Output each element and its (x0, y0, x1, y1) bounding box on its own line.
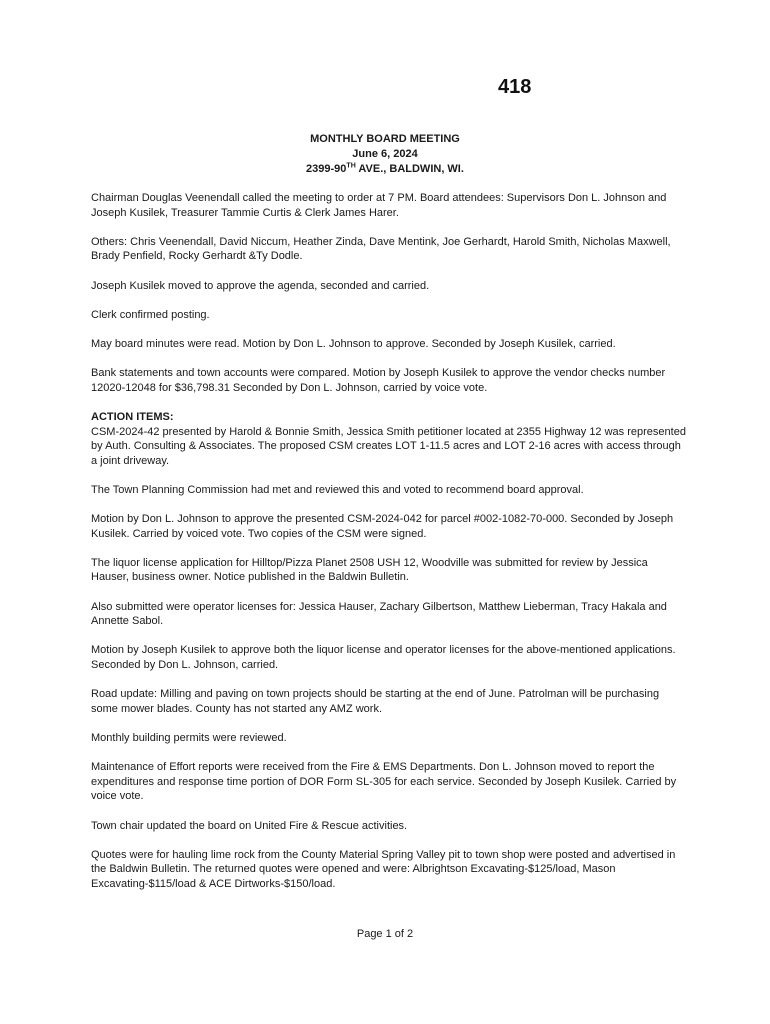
meeting-address (0, 162, 770, 177)
action-item-paragraph: Motion by Don L. Johnson to approve the presented CSM-2024-042 for parcel #002-1082-70-000. Seconded by Joseph Kusilek. Carried by voiced vote. Two copies of the CSM were signed. (91, 513, 674, 540)
address-superscript: TH (346, 162, 356, 170)
action-items-section (91, 410, 687, 468)
action-item-paragraph: Quotes were for hauling lime rock from the County Material Spring Valley pit to town shop were posted and advertised in the Baldwin Bulletin. The returned quotes were opened and were: Albrightson Excavating-$125/load, Mason Excavating-$115/load & ACE Dirtworks-$150/load. (91, 848, 676, 890)
paragraph: Clerk confirmed posting. (91, 308, 210, 321)
action-item-paragraph: Road update: Milling and paving on town projects should be starting at the end of June. Patrolman will be purchasing some mower blades. County has not started any AMZ work. (91, 688, 660, 715)
page-footer: Page 1 of 2 (356, 928, 414, 940)
page-number: 418 (498, 76, 532, 98)
paragraph: May board minutes were read. Motion by Don L. Johnson to approve. Seconded by Joseph Kusilek, carried. (91, 337, 616, 350)
minutes-body (91, 191, 687, 906)
action-item-paragraph: The Town Planning Commission had met and reviewed this and voted to recommend board approval. (91, 483, 584, 496)
meeting-header (0, 132, 770, 177)
action-item-paragraph: The liquor license application for Hilltop/Pizza Planet 2508 USH 12, Woodville was submitted for review by Jessica Hauser, business owner. Notice published in the Baldwin Bulletin. (91, 556, 648, 584)
action-item-paragraph: Monthly building permits were reviewed. (91, 731, 287, 744)
action-item-paragraph: Town chair updated the board on United Fire & Rescue activities. (91, 819, 408, 832)
paragraph: Chairman Douglas Veenendall called the meeting to order at 7 PM. Board attendees: Supervisors Don L. Johnson and Joseph Kusilek, Treasurer Tammie Curtis & Clerk James Harer. (91, 192, 667, 219)
action-item-paragraph: Maintenance of Effort reports were received from the Fire & EMS Departments. Don L. Johnson moved to report the expenditures and response time portion of DOR Form SL-305 for each service. Seconded by Joseph Kusilek. Carried by voice vote. (91, 761, 677, 803)
meeting-title: MONTHLY BOARD MEETING (310, 133, 460, 145)
meeting-date: June 6, 2024 (352, 148, 418, 160)
address-suffix: AVE., BALDWIN, WI. (355, 163, 464, 175)
action-item-paragraph: Also submitted were operator licenses for: Jessica Hauser, Zachary Gilbertson, Matthew Lieberman, Tracy Hakala and Annette Sabol. (91, 600, 667, 628)
paragraph: Joseph Kusilek moved to approve the agenda, seconded and carried. (91, 279, 430, 292)
action-item-paragraph: Motion by Joseph Kusilek to approve both the liquor license and operator licenses for the above-mentioned applications. Seconded by Don L. Johnson, carried. (91, 644, 676, 671)
address-prefix: 2399-90 (306, 163, 347, 175)
action-items-heading: ACTION ITEMS: (91, 410, 174, 423)
action-item-paragraph: CSM-2024-42 presented by Harold & Bonnie Smith, Jessica Smith petitioner located at 2355 Highway 12 was represented by Auth. Consulting & Associates. The proposed CSM creates LOT 1-11.5 acres and LOT 2-16 acres with access through a joint driveway. (91, 425, 686, 467)
paragraph: Bank statements and town accounts were compared. Motion by Joseph Kusilek to approve the vendor checks number 12020-12048 for $36,798.31 Seconded by Don L. Johnson, carried by voice vote. (91, 367, 666, 394)
paragraph: Others: Chris Veenendall, David Niccum, Heather Zinda, Dave Mentink, Joe Gerhardt, Harold Smith, Nicholas Maxwell, Brady Penfield, Rocky Gerhardt &Ty Dodle. (91, 235, 671, 263)
